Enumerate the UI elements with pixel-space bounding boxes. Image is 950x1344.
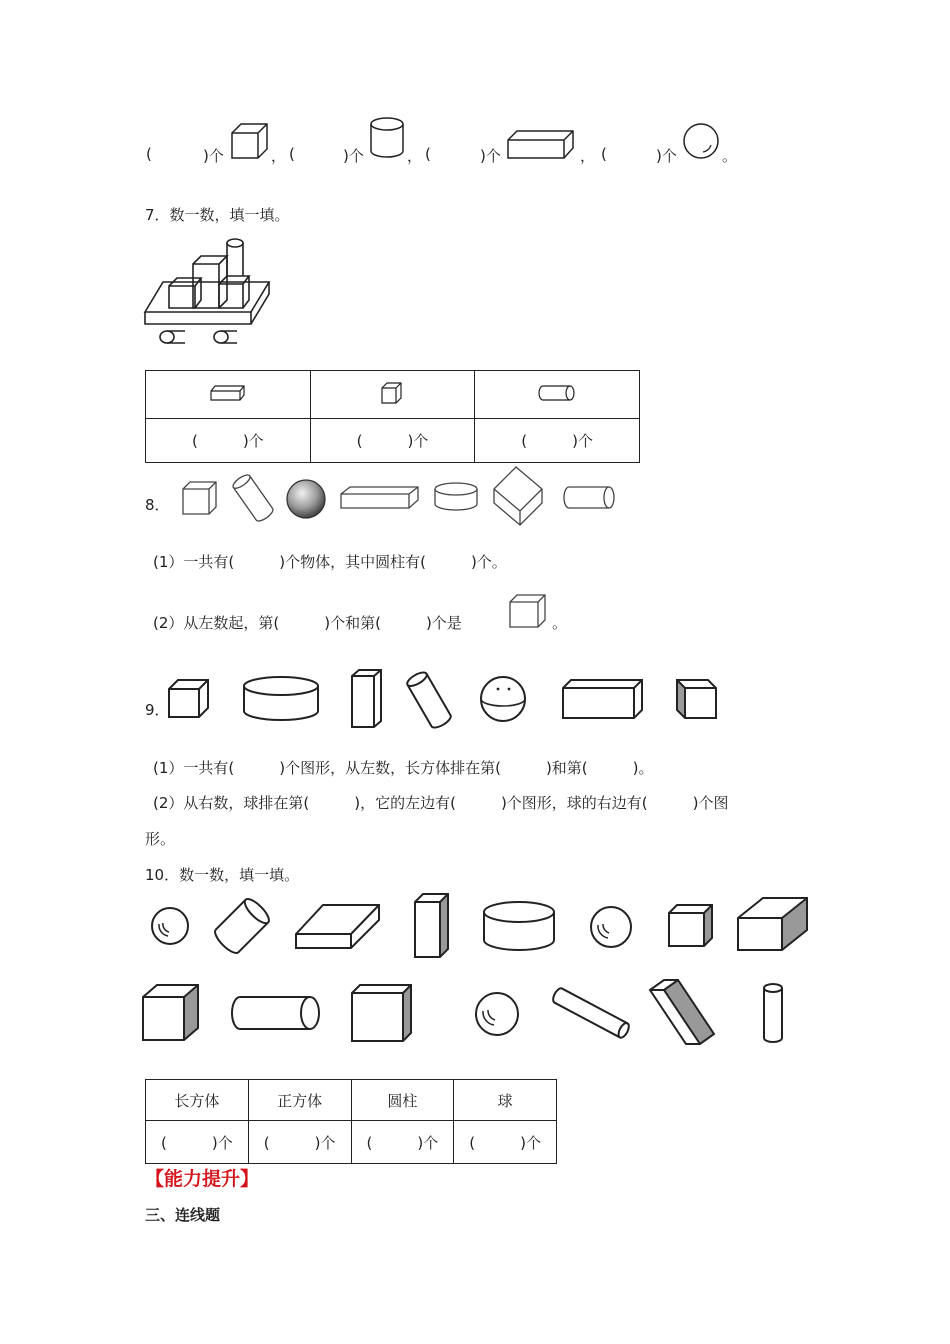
cube-icon	[231, 123, 269, 159]
q7-cell-cuboid[interactable]: ( )个	[146, 419, 311, 463]
cube-icon	[168, 679, 210, 719]
shaded-cube-icon	[351, 984, 413, 1044]
short-cylinder-icon	[433, 482, 479, 512]
sphere-icon	[589, 905, 633, 949]
shaded-cube-icon	[676, 679, 718, 721]
q10-title: 10．数一数，填一填。	[145, 866, 300, 884]
q6-blank-2-close: )个	[343, 147, 364, 165]
tilted-cylinder-icon	[548, 986, 634, 1040]
tilted-cylinder-icon	[403, 668, 455, 732]
q8-part2-end: 。	[552, 614, 568, 632]
q10-header-cuboid: 长方体	[146, 1080, 249, 1121]
q6-blank-4-close: )个	[656, 147, 677, 165]
q8-number: 8．	[145, 496, 170, 514]
q9-part2: (2）从右数，球排在第( )，它的左边有( )个图形，球的右边有( )个图	[153, 794, 729, 812]
q6-blank-3-open: (	[425, 145, 431, 163]
tilted-cylinder-icon	[230, 472, 276, 524]
sphere-icon	[683, 123, 721, 161]
q9-part1: (1）一共有( )个图形，从左数，长方体排在第( )和第( )。	[153, 759, 654, 777]
cylinder-icon	[370, 117, 406, 159]
q8-part2: (2）从左数起，第( )个和第( )个是	[153, 614, 462, 632]
q7-title: 7．数一数，填一填。	[145, 206, 290, 224]
tilted-cylinder-icon	[210, 895, 274, 957]
section-heading: 【能力提升】	[145, 1168, 260, 1190]
cuboid-icon	[295, 902, 381, 950]
block-ship-illustration	[143, 236, 273, 346]
q7-head-cylinder	[475, 371, 640, 419]
q10-cell-cuboid[interactable]: ( )个	[146, 1121, 249, 1164]
section-subheading: 三、连线题	[145, 1206, 221, 1224]
sphere-icon	[150, 906, 190, 946]
sphere-icon	[285, 478, 327, 520]
q10-table	[145, 1079, 557, 1164]
cuboid-icon	[562, 679, 644, 721]
q6-blank-3-close: )个	[480, 147, 501, 165]
tilted-cuboid-icon	[648, 978, 716, 1048]
cuboid-icon	[340, 486, 420, 510]
q7-cell-cylinder[interactable]: ( )个	[475, 419, 640, 463]
q7-head-cube	[310, 371, 475, 419]
cube-icon	[381, 382, 403, 404]
q6-sep-1: ，	[271, 147, 287, 165]
q8-part1: (1）一共有( )个物体，其中圆柱有( )个。	[153, 553, 507, 571]
short-cylinder-icon	[482, 900, 556, 954]
q10-cell-cylinder[interactable]: ( )个	[351, 1121, 454, 1164]
sphere-icon	[478, 675, 528, 723]
q7-head-cuboid	[146, 371, 311, 419]
shaded-cuboid-icon	[737, 897, 809, 953]
cuboid-icon	[507, 130, 575, 160]
cube-icon	[182, 481, 218, 515]
q6-blank-1-open: (	[146, 145, 152, 163]
q10-cell-cube[interactable]: ( )个	[248, 1121, 351, 1164]
cube-icon	[509, 594, 547, 628]
q6-blank-4-open: (	[601, 145, 607, 163]
q10-header-cylinder: 圆柱	[351, 1080, 454, 1121]
cuboid-icon	[210, 385, 246, 401]
q10-header-cube: 正方体	[248, 1080, 351, 1121]
tall-cuboid-icon	[351, 669, 383, 729]
tall-cuboid-icon	[414, 893, 450, 959]
sphere-icon	[474, 991, 520, 1037]
cube-icon	[142, 984, 200, 1042]
cylinder-icon	[538, 385, 576, 401]
q10-header-sphere: 球	[454, 1080, 557, 1121]
q6-end: 。	[722, 147, 738, 165]
lying-cylinder-icon	[230, 995, 322, 1031]
short-cylinder-icon	[242, 675, 320, 723]
q7-cell-cube[interactable]: ( )个	[310, 419, 475, 463]
q6-blank-1-close: )个	[203, 147, 224, 165]
q6-sep-2: ，	[407, 147, 423, 165]
q6-sep-3: ，	[580, 147, 596, 165]
q6-blank-2-open: (	[289, 145, 295, 163]
rotated-cube-icon	[492, 465, 544, 527]
thin-cylinder-icon	[761, 982, 785, 1046]
cube-icon	[668, 904, 714, 948]
q7-table	[145, 370, 640, 463]
q9-part2-wrap: 形。	[145, 830, 176, 848]
lying-cylinder-icon	[563, 486, 617, 510]
q10-cell-sphere[interactable]: ( )个	[454, 1121, 557, 1164]
q9-number: 9．	[145, 701, 170, 719]
